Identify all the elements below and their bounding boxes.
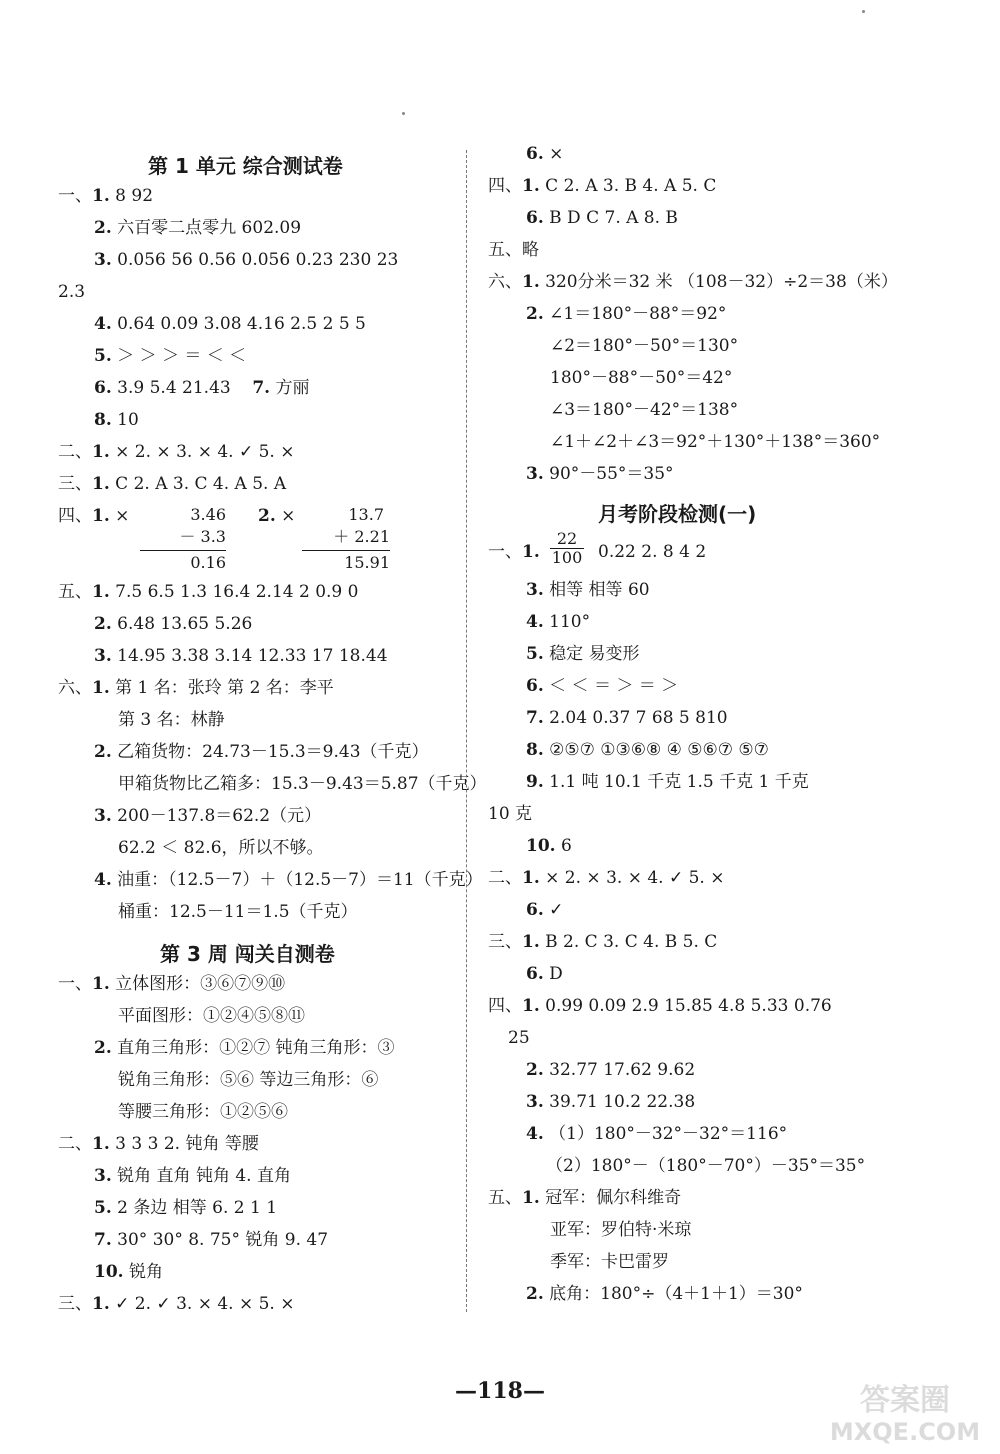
answer-row: 2. ∠1＝180°－88°＝92° (526, 304, 727, 324)
answer-row: 3. 相等 相等 60 (526, 580, 650, 600)
answer-row: 3. 90°－55°＝35° (526, 464, 674, 484)
answer-row: 2. 底角：180°÷（4＋1＋1）＝30° (526, 1284, 803, 1304)
answer-row: 6. B D C 7. A 8. B (526, 208, 678, 228)
answer-row: 5. 稳定 易变形 (526, 644, 640, 664)
answer-row-continued: 第 3 名：林静 (118, 710, 225, 730)
answer-row: 8. 10 (94, 410, 139, 430)
answer-row: 一、1. (488, 542, 540, 562)
answer-row-continued: ∠2＝180°－50°＝130° (550, 336, 739, 356)
answer-row: 6. 3.9 5.4 21.43 7. 方丽 (94, 378, 310, 398)
answer-row: 二、1. × 2. × 3. × 4. ✓ 5. × (488, 868, 725, 888)
answer-row: 3. 200－137.8＝62.2（元） (94, 806, 322, 826)
answer-row: 7. 2.04 0.37 7 68 5 810 (526, 708, 728, 728)
answer-row: 五、1. 冠军：佩尔科维奇 (488, 1188, 682, 1208)
answer-row-continued: 平面图形：①②④⑤⑧⑪ (118, 1006, 305, 1026)
answer-row: 2. 6.48 13.65 5.26 (94, 614, 253, 634)
answer-row: 六、1. 320分米＝32 米 （108－32）÷2＝38（米） (488, 272, 898, 292)
answer-row: 3. 14.95 3.38 3.14 12.33 17 18.44 (94, 646, 388, 666)
fraction (550, 530, 584, 567)
answer-row: 四、1. C 2. A 3. B 4. A 5. C (488, 176, 717, 196)
calc-result: 15.91 (344, 553, 390, 572)
answer-row: 2. × (258, 506, 296, 526)
answer-row: 三、1. ✓ 2. ✓ 3. × 4. × 5. × (58, 1294, 295, 1314)
answer-row-continued: 2.3 (58, 282, 86, 302)
fraction-denominator: 100 (551, 548, 583, 567)
answer-row: 8. ②⑤⑦ ①③⑥⑧ ④ ⑤⑥⑦ ⑤⑦ (526, 740, 769, 760)
answer-row: 6. ＜ ＜ ＝ ＞ ＝ ＞ (526, 676, 679, 696)
answer-row: 五、略 (488, 240, 539, 260)
calc-result: 0.16 (190, 553, 226, 572)
calc-operand: ＋ 2.21 (333, 527, 390, 546)
answer-row: 一、1. 8 92 (58, 186, 154, 206)
answer-row: 2. 乙箱货物：24.73－15.3＝9.43（千克） (94, 742, 429, 762)
section-title-week3: 第 3 周 闯关自测卷 (160, 942, 335, 966)
answer-row: 2. 直角三角形：①②⑦ 钝角三角形：③ (94, 1038, 395, 1058)
answer-row: 三、1. B 2. C 3. C 4. B 5. C (488, 932, 718, 952)
answer-row-continued: （2）180°－（180°－70°）－35°＝35° (546, 1156, 866, 1176)
page-number: —118— (455, 1378, 545, 1404)
answer-row: 六、1. 第 1 名：张玲 第 2 名：李平 (58, 678, 334, 698)
answer-row: 四、1. 0.99 0.09 2.9 15.85 4.8 5.33 0.76 (488, 996, 832, 1016)
answer-row-continued: 亚军：罗伯特·米琼 (550, 1220, 692, 1240)
answer-row: 四、1. × (58, 506, 130, 526)
answer-row-continued: 0.22 2. 8 4 2 (598, 542, 707, 562)
answer-row-continued: 等腰三角形：①②⑤⑥ (118, 1102, 288, 1122)
answer-row-continued: 25 (508, 1028, 530, 1048)
answer-row-continued: 桶重：12.5－11＝1.5（千克） (118, 902, 358, 922)
calc-operand: － 3.3 (179, 527, 226, 546)
answer-row: 6. × (526, 144, 564, 164)
answer-row: 10. 锐角 (94, 1262, 163, 1282)
answer-row: 五、1. 7.5 6.5 1.3 16.4 2.14 2 0.9 0 (58, 582, 359, 602)
answer-row: 2. 六百零二点零九 602.09 (94, 218, 302, 238)
answer-row: 二、1. × 2. × 3. × 4. ✓ 5. × (58, 442, 295, 462)
answer-row: 5. 2 条边 相等 6. 2 1 1 (94, 1198, 278, 1218)
answer-row: 3. 39.71 10.2 22.38 (526, 1092, 696, 1112)
answer-row: 一、1. 立体图形：③⑥⑦⑨⑩ (58, 974, 286, 994)
answer-row-continued: 10 克 (488, 804, 533, 824)
section-title-monthly-test: 月考阶段检测(一) (598, 502, 757, 526)
vertical-subtraction (140, 504, 226, 574)
answer-row: 4. 0.64 0.09 3.08 4.16 2.5 2 5 5 (94, 314, 366, 334)
watermark-logo (820, 1378, 990, 1448)
scan-speck (862, 10, 865, 13)
answer-row-continued: 62.2 ＜ 82.6，所以不够。 (118, 838, 324, 858)
answer-row: 10. 6 (526, 836, 572, 856)
answer-row: 三、1. C 2. A 3. C 4. A 5. A (58, 474, 287, 494)
calc-rule (302, 550, 390, 551)
answer-row: 5. ＞ ＞ ＞ ＝ ＜ ＜ (94, 346, 247, 366)
answer-row: 3. 0.056 56 0.56 0.056 0.23 230 23 (94, 250, 399, 270)
answer-row: 二、1. 3 3 3 2. 钝角 等腰 (58, 1134, 259, 1154)
answer-row: 4. （1）180°－32°－32°＝116° (526, 1124, 788, 1144)
answer-row-continued: 锐角三角形：⑤⑥ 等边三角形：⑥ (118, 1070, 379, 1090)
vertical-addition (302, 504, 390, 574)
answer-row: 9. 1.1 吨 10.1 千克 1.5 千克 1 千克 (526, 772, 809, 792)
answer-row: 2. 32.77 17.62 9.62 (526, 1060, 696, 1080)
answer-row: 3. 锐角 直角 钝角 4. 直角 (94, 1166, 291, 1186)
scan-speck (402, 112, 405, 115)
fraction-numerator: 22 (550, 530, 584, 549)
column-divider (466, 150, 467, 1312)
watermark-url: MXQE.COM (829, 1418, 981, 1446)
calc-operand: 3.46 (190, 505, 226, 524)
answer-row-continued: 甲箱货物比乙箱多：15.3－9.43＝5.87（千克） (118, 774, 487, 794)
answer-row: 6. D (526, 964, 563, 984)
watermark-text: 答案圈 (860, 1383, 950, 1418)
answer-row: 7. 30° 30° 8. 75° 锐角 9. 47 (94, 1230, 329, 1250)
answer-row: 4. 油重：（12.5－7）＋（12.5－7）＝11（千克） (94, 870, 483, 890)
answer-row-continued: ∠3＝180°－42°＝138° (550, 400, 739, 420)
answer-row: 6. ✓ (526, 900, 564, 920)
section-title-unit1: 第 1 单元 综合测试卷 (148, 154, 343, 178)
answer-row-continued: 180°－88°－50°＝42° (550, 368, 733, 388)
calc-operand: 13.7 (348, 505, 384, 524)
answer-row-continued: 季军：卡巴雷罗 (550, 1252, 669, 1272)
answer-row-continued: ∠1＋∠2＋∠3＝92°＋130°＋138°＝360° (550, 432, 881, 452)
calc-rule (140, 550, 226, 551)
answer-row: 4. 110° (526, 612, 591, 632)
